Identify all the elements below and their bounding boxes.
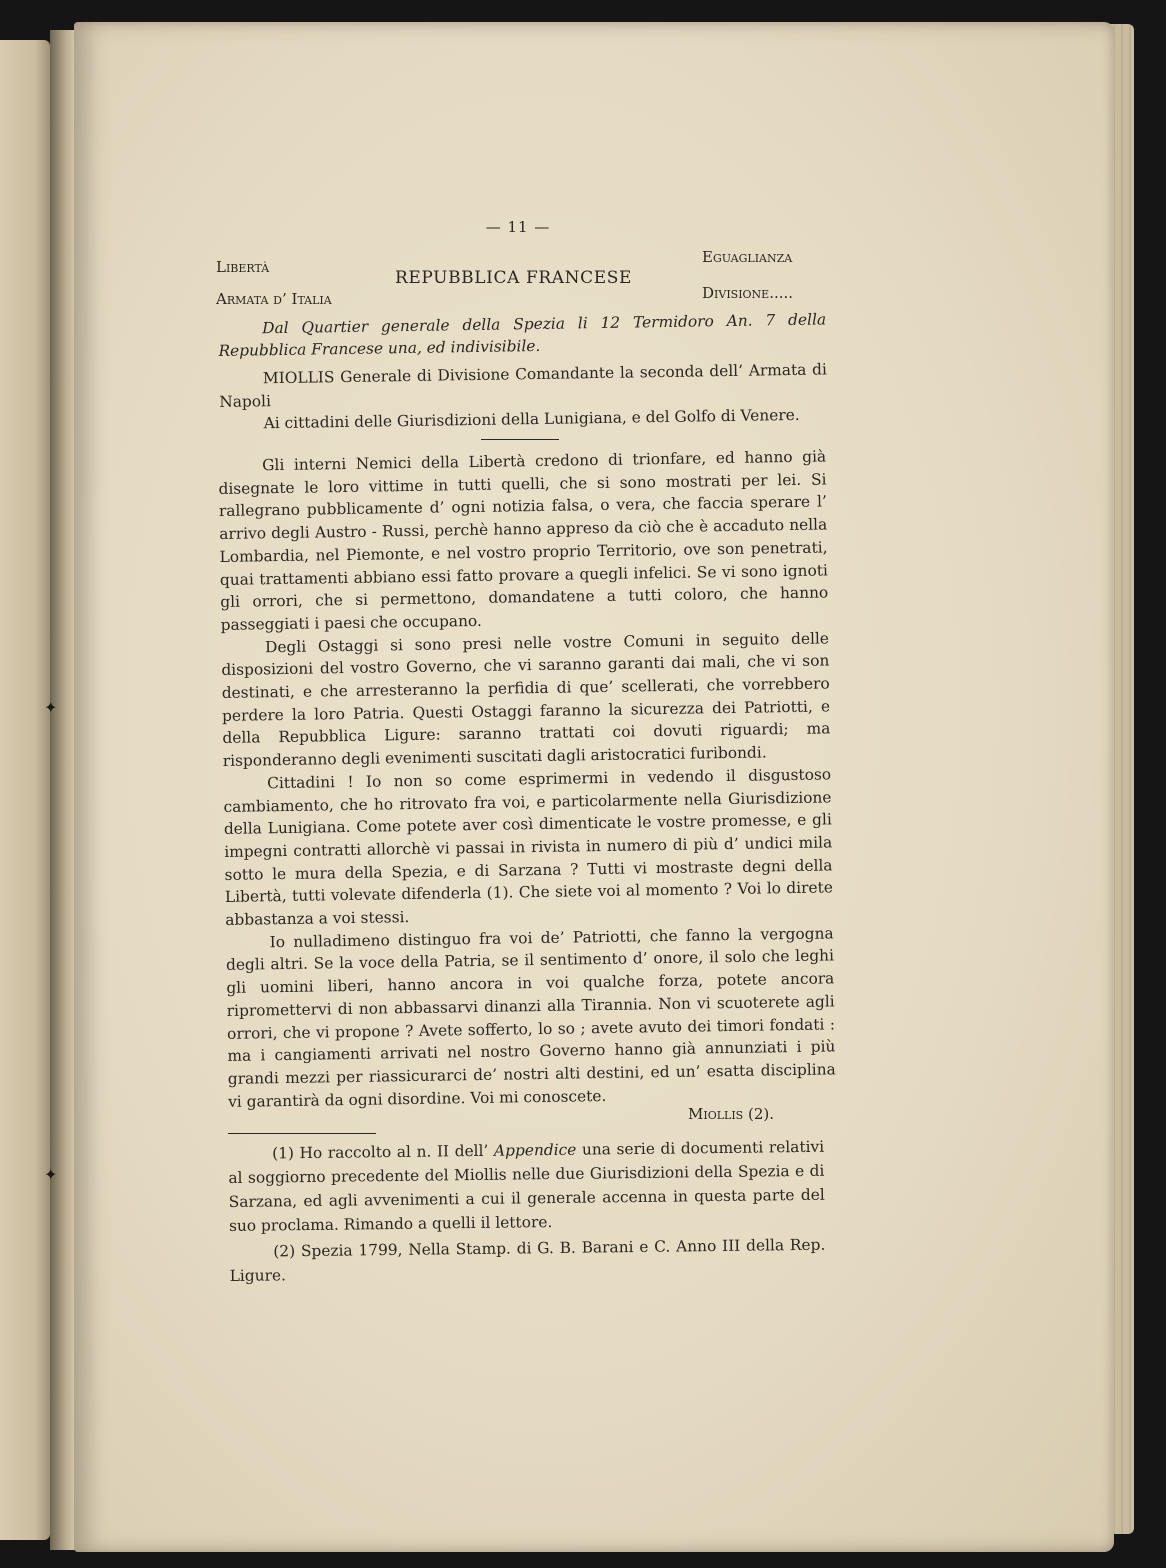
sender-line: MIOLLIS Generale di Divisione Comandante la seconda dell’ Armata di Napoli [219, 360, 828, 411]
header-eguaglianza: Eguaglianza [702, 248, 793, 266]
signature: Miollis (2). [688, 1105, 774, 1123]
page-number: — 11 — [485, 218, 551, 236]
footnotes [228, 1135, 826, 1288]
body-paragraph: Cittadini ! Io non so come esprimermi in vedendo il disgustoso cambiamento, che ho ritrovato fra voi, e particolarmente nella Giurisdizione della Lunigiana. Come potete aver così dimenticate le vostre promesse, e gli impegni contratti allorchè vi passai in rivista in numero di più d’ undici mila sotto le mura della Spezia, e di Sarzana ? Tutti vi mostraste degni della Libertà, tutti volevate difenderla (1). Che siete voi al momento ? Voi lo direte abbastanza a voi stessi. [223, 765, 834, 930]
left-page-edge [0, 40, 50, 1540]
body-paragraph: Gli interni Nemici della Libertà credono di trionfare, ed hanno già disegnate le loro vittime in tutti quelli, che si sono mostrati per lei. Si rallegrano pubblicamente d’ ogni notizia falsa, o vera, che faccia sperare l’ arrivo degli Austro - Russi, perchè hanno appreso da ciò che è accaduto nella Lombardia, nel Piemonte, e nel vostro proprio Territorio, ove son penetrati, quai trattamenti abbiano essi fatto provare a quegli infelici. Se vi sono ignoti gli orrori, che si permettono, domandatene a tutti coloro, che hanno passeggiati i paesi che occupano. [218, 447, 829, 634]
book-gutter [50, 30, 76, 1550]
binding-mark: ✦ [44, 1165, 58, 1184]
proclamation-body [218, 445, 836, 1113]
addressee-line: Ai cittadini delle Giurisdizioni della Lunigiana, e del Golfo di Venere. [263, 405, 800, 433]
header-divisione: Divisione..... [702, 284, 794, 302]
footnote-1: (1) Ho raccolto al n. II dell’ Appendice una serie di documenti relativi al soggiorno precedente del Miollis nelle due Giurisdizioni della Spezia e di Sarzana, ed agli avvenimenti a cui il generale accenna in questa parte del suo proclama. Rimando a quelli il lettore. [228, 1137, 825, 1235]
header-armata: Armata d’ Italia [216, 290, 332, 308]
body-paragraph: Io nulladimeno distinguo fra voi de’ Patriotti, che fanno la vergogna degli altri. Se la voce della Patria, se il sentimento d’ onore, il solo che leghi gli uomini liberi, hanno ancora in voi qualche forza, potete ancora ripromettervi di non abbassarvi dinanzi alla Tirannia. Non vi scuoterete agli orrori, che vi propone ? Avete sofferto, lo so ; avete avuto dei timori fondati : ma i cangiamenti arrivati nel nostro Governo hanno già annunziati i più grandi mezzi per riassicurarci de’ nostri alti destini, ed un’ esatta disciplina vi garantirà da ogni disordine. Voi mi conoscete. [225, 924, 836, 1111]
header-liberta: Libertà [216, 258, 270, 276]
footnote-2: (2) Spezia 1799, Nella Stamp. di G. B. Barani e C. Anno III della Rep. Ligure. [229, 1235, 826, 1285]
binding-mark: ✦ [44, 698, 58, 717]
body-paragraph: Degli Ostaggi si sono presi nelle vostre Comuni in seguito delle disposizioni del vostro Governo, che vi saranno garanti dai mali, che vi son destinati, e che arresteranno la perfidia di que’ scellerati, che vorrebbero perdere la loro Patria. Questi Ostaggi faranno la sicurezza dei Patriotti, e della Repubblica Ligure: saranno trattati coi dovuti riguardi; ma risponderanno degli evenimenti suscitati dagli aristocratici furibondi. [221, 629, 831, 771]
dateline: Dal Quartier generale della Spezia li 12 Termidoro An. 7 della Repubblica Francese una, ed indivisibile. [218, 310, 827, 361]
section-rule [481, 439, 559, 440]
preamble [218, 308, 828, 435]
header-republic-title: REPUBBLICA FRANCESE [395, 268, 632, 288]
footnote-rule [228, 1133, 376, 1134]
